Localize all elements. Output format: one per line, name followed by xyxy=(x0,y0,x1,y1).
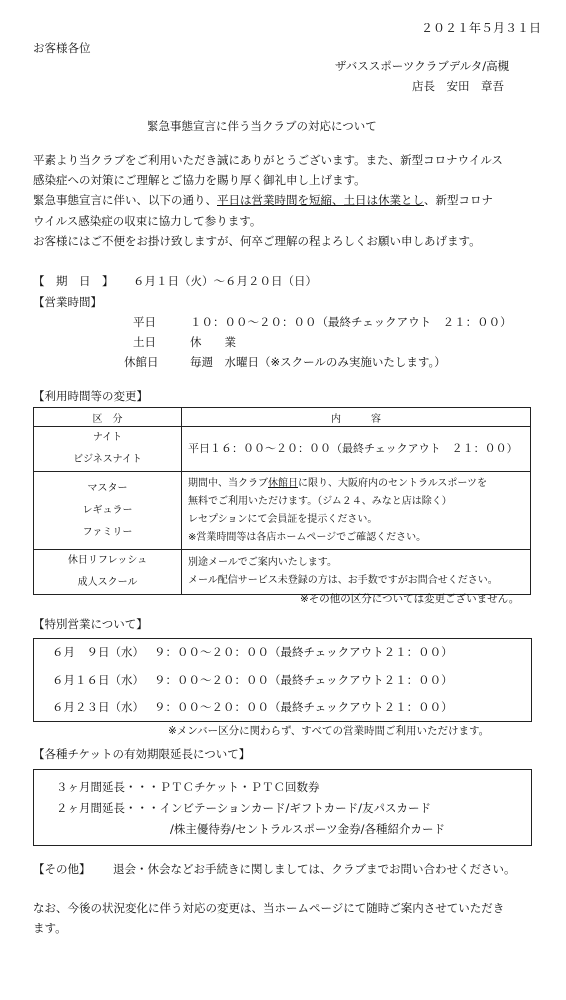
content-text-underlined: 休館日 xyxy=(268,477,298,489)
category-cell xyxy=(34,550,182,595)
changes-header-row xyxy=(34,408,531,427)
changes-header-category: 区 分 xyxy=(34,408,182,427)
content-text-start: 期間中、当クラブ xyxy=(188,477,268,489)
document-title: 緊急事態宣言に伴う当クラブの対応について xyxy=(147,119,377,133)
table-row xyxy=(34,427,531,472)
category-name: ビジネスナイト xyxy=(73,454,142,465)
intro-line-2: 感染症への対策にご理解とご協力を賜り厚く御礼申し上げます。 xyxy=(33,173,366,187)
intro-line-3 xyxy=(33,193,493,209)
intro-line-4: ウイルス感染症の収束に協力して参ります。 xyxy=(33,214,262,228)
special-date: ６月 ９日（水） xyxy=(52,645,144,659)
category-name: ナイト xyxy=(92,432,123,443)
content-text xyxy=(188,475,530,493)
recipient: お客様各位 xyxy=(33,41,91,55)
content-text: ※営業時間等は各店ホームページでご確認ください。 xyxy=(188,531,427,543)
content-text: メール配信サービス未登録の方は、お手数ですがお問合せください。 xyxy=(188,575,498,586)
period-value: ６月１日（火）～６月２０日（日） xyxy=(133,274,317,288)
special-box xyxy=(33,638,532,722)
hours-closed-label: 休館日 xyxy=(124,355,159,369)
changes-header-content: 内 容 xyxy=(182,408,531,427)
content-text-end: に限り、大阪府内のセントラルスポーツを xyxy=(298,477,487,489)
category-name: 成人スクール xyxy=(77,577,138,588)
closing-line-2: ます。 xyxy=(33,921,67,935)
document-date: ２０２１年５月３１日 xyxy=(421,21,542,35)
content-text: 平日１６：００～２０：００（最終チェックアウト ２１：００） xyxy=(188,442,518,455)
intro-line-3-underlined: 平日は営業時間を短縮、土日は休業とし xyxy=(217,193,424,207)
tickets-line-1: ３ヶ月間延長・・・ＰＴＣチケット・ＰＴＣ回数券 xyxy=(56,780,320,794)
hours-weekday-label: 平日 xyxy=(133,315,156,329)
category-name: マスター xyxy=(87,482,128,494)
closing-line-1: なお、今後の状況変化に伴う対応の変更は、当ホームページにて随時ご案内させていただき xyxy=(33,901,505,915)
hours-closed-value: 毎週 水曜日（※スクールのみ実施いたします。） xyxy=(190,355,446,369)
intro-line-5: お客様にはご不便をお掛け致しますが、何卒ご理解の程よろしくお願い申しあげます。 xyxy=(33,234,481,248)
tickets-label: 【各種チケットの有効期限延長について】 xyxy=(33,747,251,761)
special-time: ９：００～２０：００（最終チェックアウト２１：００） xyxy=(154,673,453,687)
special-date: ６月１６日（水） xyxy=(52,673,144,687)
special-time: ９：００～２０：００（最終チェックアウト２１：００） xyxy=(154,645,453,659)
other-label: 【その他】 xyxy=(33,862,91,876)
hours-label: 【営業時間】 xyxy=(33,295,102,309)
changes-label: 【利用時間等の変更】 xyxy=(33,389,148,403)
changes-note: ※その他の区分については変更ございません。 xyxy=(300,593,520,605)
special-label: 【特別営業について】 xyxy=(33,617,148,631)
intro-line-1: 平素より当クラブをご利用いただき誠にありがとうございます。また、新型コロナウイルス xyxy=(33,153,503,167)
table-row xyxy=(34,550,531,595)
hours-weekend-value: 休 業 xyxy=(190,335,236,349)
content-text: 無料でご利用いただけます。（ジム２４、みなと店は除く） xyxy=(188,495,452,507)
sender-club: ザバススポーツクラブデルタ/高槻 xyxy=(335,59,510,73)
table-row xyxy=(34,472,531,550)
category-name: ファミリー xyxy=(82,526,133,538)
intro-line-3-start: 緊急事態宣言に伴い、以下の通り、 xyxy=(33,193,217,207)
content-cell xyxy=(182,472,531,550)
tickets-line-2: ２ヶ月間延長・・・インビテーションカード/ギフトカード/友パスカード xyxy=(56,801,431,815)
content-text: 別途メールでご案内いたします。 xyxy=(188,557,337,568)
content-cell xyxy=(182,427,531,472)
tickets-line-3: /株主優待券/セントラルスポーツ金券/各種紹介カード xyxy=(170,822,445,836)
changes-table xyxy=(33,407,531,595)
content-cell xyxy=(182,550,531,595)
category-name: 休日リフレッシュ xyxy=(67,555,148,566)
other-value: 退会・休会などお手続きに関しましては、クラブまでお問い合わせください。 xyxy=(113,862,516,876)
category-cell xyxy=(34,472,182,550)
period-label: 【 期 日 】 xyxy=(33,274,114,288)
content-text: レセプションにて会員証を提示ください。 xyxy=(188,513,378,525)
special-date: ６月２３日（水） xyxy=(52,700,144,714)
category-name: レギュラー xyxy=(82,504,133,516)
hours-weekday-value: １０：００～２０：００（最終チェックアウト ２１：００） xyxy=(190,315,512,329)
special-note: ※メンバー区分に関わらず、すべての営業時間ご利用いただけます。 xyxy=(168,725,490,737)
category-cell xyxy=(34,427,182,472)
hours-weekend-label: 土日 xyxy=(133,335,156,349)
special-time: ９：００～２０：００（最終チェックアウト２１：００） xyxy=(154,700,453,714)
intro-line-3-end: 、新型コロナ xyxy=(424,193,493,207)
sender-manager: 店長 安田 章吾 xyxy=(412,79,504,93)
tickets-box xyxy=(33,769,532,846)
